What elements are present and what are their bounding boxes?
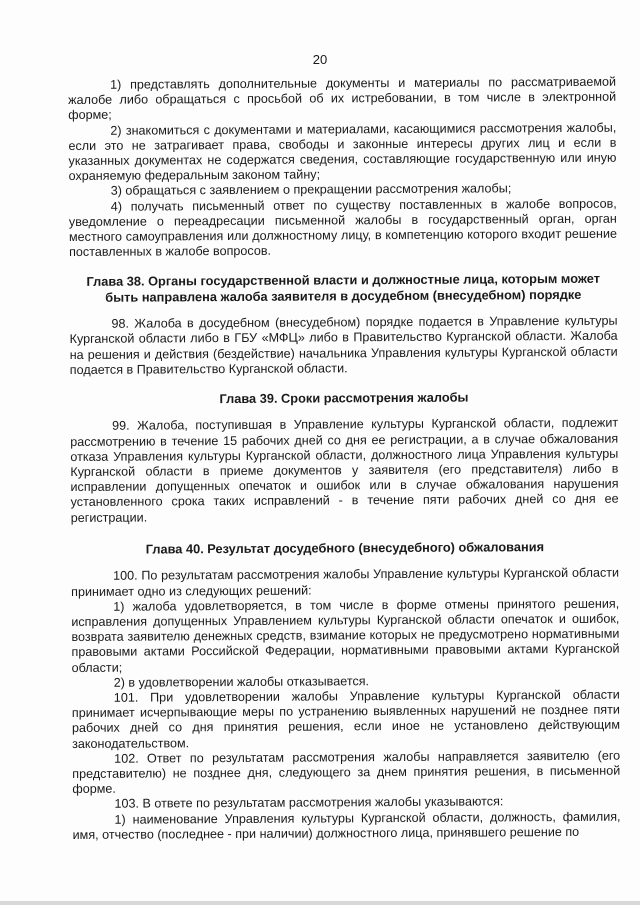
list-item-2-review-materials: 2) знакомиться с документами и материалами, касающимися рассмотрения жалобы, если это не затрагивает права, свободы и законные интересы других лиц и если в указанных документах не содержатся сведения, составляющие государственную или иную охраняемую федеральным законом тайну;: [68, 120, 617, 184]
document-body: [68, 75, 621, 843]
scan-edge-divider: [0, 901, 640, 905]
paragraph-98: 98. Жалоба в досудебном (внесудебном) порядке подается в Управление культуры Курганской области либо в ГБУ «МФЦ» либо в Правительство Курганской области. Жалоба на решения и действия (бездействие) начальника Управления культуры Курганской области подается в Правительство Курганской области.: [69, 313, 618, 377]
chapter-38-heading: Глава 38. Органы государственной власти и должностные лица, которым может быть направлена жалоба заявителя в досудебном (внесудебном) порядке: [86, 271, 601, 305]
paragraph-103-item-1: 1) наименование Управления культуры Курганской области, должность, фамилия, имя, отчество (последнее - при наличии) должностного лица, принявшего решение по: [72, 809, 621, 842]
list-item-1-submit-documents: 1) представлять дополнительные документы и материалы по рассматриваемой жалобе либо обращаться с просьбой об их истребовании, в том числе в электронной форме;: [68, 74, 617, 123]
list-item-4-written-answer: 4) получать письменный ответ по существу поставленных в жалобе вопросов, уведомление о переадресации письменной жалобы в государственный орган, орган местного самоуправления или должностному лицу, в компетенцию которого входит решение поставленных в жалобе вопросов.: [68, 196, 618, 260]
paragraph-101: 101. При удовлетворении жалобы Управление культуры Курганской области принимает исчерпывающие меры по устранению выявленных нарушений не позднее пяти рабочих дней со дня принятия решения, если иное не установлено действующим законодательством.: [71, 687, 621, 751]
paragraph-99: 99. Жалоба, поступившая в Управление культуры Курганской области, подлежит рассмотрению в течение 15 рабочих дней со дня ее регистрации, а в случае обжалования отказа Управления культуры Курганской области, должностного лица Управления культуры Курганской области в приеме документов у заявителя (его представителя) либо в исправлении допущенных опечаток и ошибок или в случае обжалования нарушения установленного срока таких исправлений - в течение пяти рабочих дней со дня ее регистрации.: [70, 416, 619, 525]
page-number: 20: [312, 52, 328, 67]
paragraph-103: 103. В ответе по результатам рассмотрения жалобы указываются:: [114, 794, 504, 812]
chapter-40-heading: Глава 40. Результат досудебного (внесудебного) обжалования: [145, 538, 545, 557]
chapter-39-heading: Глава 39. Сроки рассмотрения жалобы: [219, 389, 469, 407]
paragraph-100-item-2: 2) в удовлетворении жалобы отказывается.: [113, 673, 370, 690]
paragraph-102: 102. Ответ по результатам рассмотрения жалобы направляется заявителю (его представителю) не позднее дня, следующего за днем принятия решения, в письменной форме.: [72, 748, 621, 797]
list-item-3-withdraw-complaint: 3) обращаться с заявлением о прекращении рассмотрения жалобы;: [110, 181, 512, 199]
paragraph-100-item-1: 1) жалоба удовлетворяется, в том числе в форме отмены принятого решения, исправления допущенных Управлением культуры Курганской области опечаток и ошибок, возврата заявителю денежных средств, взимание которых не предусмотрено нормативными правовыми актами Российской Федерации, нормативными правовыми актами Курганской области;: [71, 596, 620, 675]
paragraph-100: 100. По результатам рассмотрения жалобы Управление культуры Курганской области принимает одно из следующих решений:: [71, 565, 620, 599]
